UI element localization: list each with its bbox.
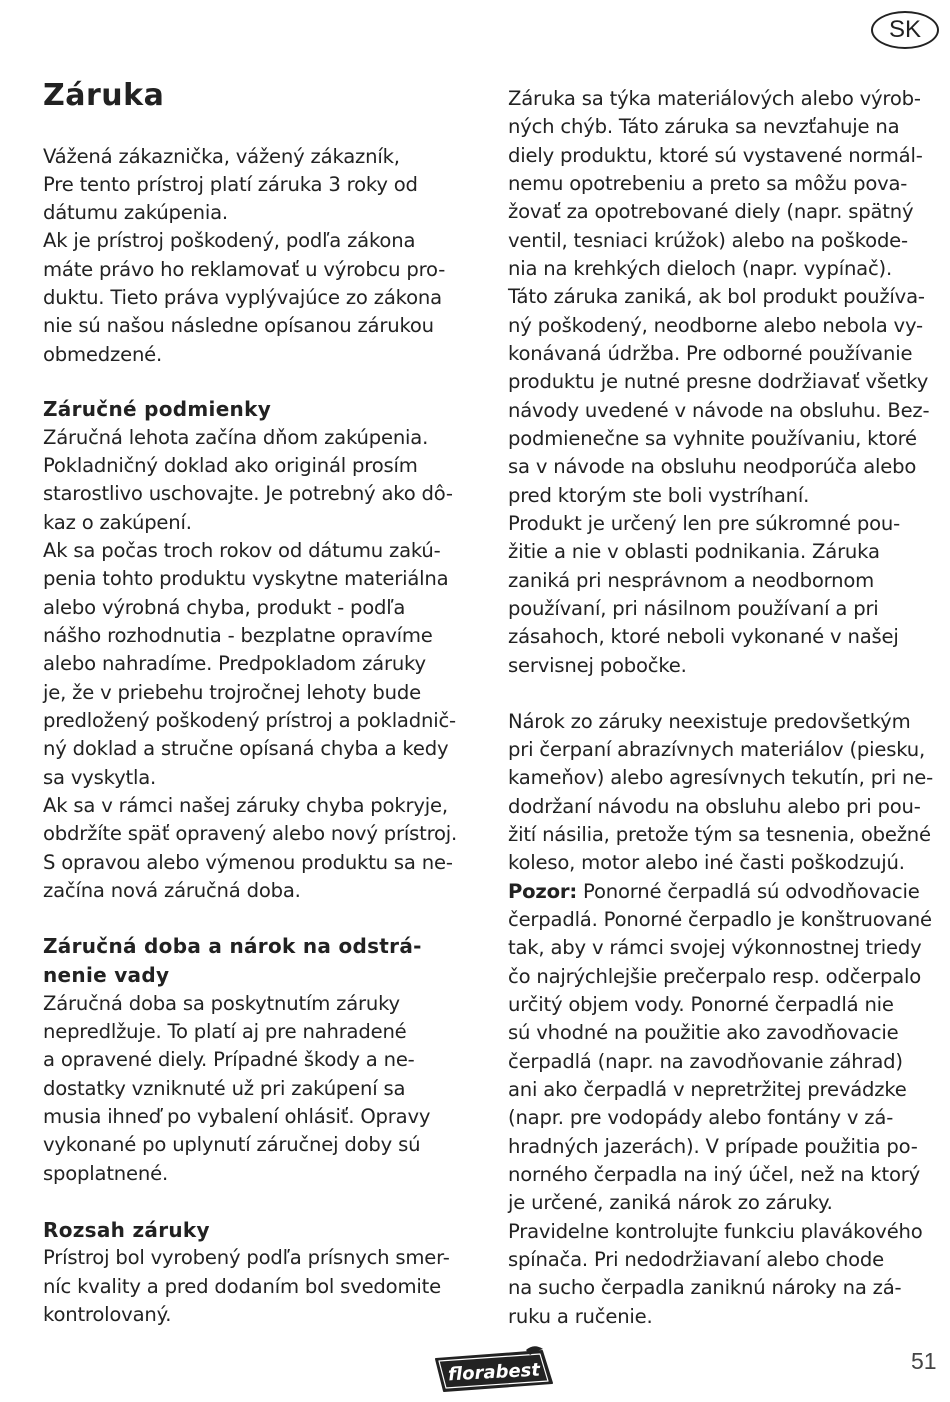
text-line: Záručná lehota začína dňom zakúpenia. [43,426,429,449]
florabest-logo [430,1345,556,1395]
text-line: žitie a nie v oblasti podnikania. Záruka [508,540,880,563]
text-line: tak, aby v rámci svojej výkonnostnej triedy [508,936,922,959]
text-line: pred ktorým ste boli vystríhaní. [508,484,810,507]
text-line: ný poškodený, neodborne alebo nebola vy- [508,314,923,337]
text-line: konávaná údržba. Pre odborné používanie [508,342,913,365]
text-line: koleso, motor alebo iné časti poškodzujú. [508,851,905,874]
text-line: penia tohto produktu vyskytne materiálna [43,567,449,590]
text-line: kaz o zakúpení. [43,511,192,534]
text-line: níc kvality a pred dodaním bol svedomite [43,1275,441,1298]
text-line: návody uvedené v návode na obsluhu. Bez- [508,399,930,422]
text-line: ani ako čerpadlá v nepretržitej prevádzke [508,1078,907,1101]
text-line: dodržaní návodu na obsluhu alebo pri pou- [508,795,921,818]
text-line: musia ihneď po vybalení ohlásiť. Opravy [43,1105,431,1128]
text-line: čerpadlá (napr. na zavodňovanie záhrad) [508,1050,903,1073]
text-line: servisnej pobočke. [508,654,687,677]
text-line: norného čerpadla na iný účel, než na ktorý [508,1163,921,1186]
text-line: spoplatnené. [43,1162,168,1185]
logo-text: florabest [447,1359,541,1386]
page-title: Záruka [43,78,165,113]
text-line: je určené, zaniká nárok zo záruky. [508,1191,833,1214]
text-line: predložený poškodený prístroj a pokladnič- [43,709,456,732]
section-heading: Rozsah záruky [43,1218,210,1242]
text-line: máte právo ho reklamovať u výrobcu pro- [43,258,446,281]
text-line: sa v návode na obsluhu neodporúča alebo [508,455,917,478]
text-line: duktu. Tieto práva vyplývajúce zo zákona [43,286,442,309]
language-badge: SK [871,11,939,49]
text-line: dátumu zakúpenia. [43,201,228,224]
text-line: Záručná doba sa poskytnutím záruky [43,992,400,1015]
text-line: ných chýb. Táto záruka sa nevzťahuje na [508,115,900,138]
text-line: alebo nahradíme. Predpokladom záruky [43,652,426,675]
text-line: Prístroj bol vyrobený podľa prísnych smer- [43,1246,450,1269]
text-line: produktu je nutné presne dodržiavať všetky [508,370,929,393]
text-line: sa vyskytla. [43,766,157,789]
text-line: nia na krehkých dieloch (napr. vypínač). [508,257,893,280]
text-line: a opravené diely. Prípadné škody a ne- [43,1048,415,1071]
text-line [508,878,920,906]
text-line: Táto záruka zaniká, ak bol produkt používa- [508,285,925,308]
text-line: na sucho čerpadla zaniknú nároky na zá- [508,1276,902,1299]
text-line: Nárok zo záruky neexistuje predovšetkým [508,710,911,733]
text-line: nepredlžuje. To platí aj pre nahradené [43,1020,407,1043]
text-line: alebo výrobná chyba, produkt - podľa [43,596,406,619]
text-line: Záruka sa týka materiálových alebo výrob- [508,87,921,110]
text-line: spínača. Pri nedodržiavaní alebo chode [508,1248,884,1271]
text-line: nie sú našou následne opísanou zárukou [43,314,434,337]
text-line: ventil, tesniaci krúžok) alebo na poškode- [508,229,908,252]
text-line: je, že v priebehu trojročnej lehoty bude [43,681,421,704]
text-line: žití násilia, pretože tým sa tesnenia, obežné [508,823,931,846]
text-line: pri čerpaní abrazívnych materiálov (piesku, [508,738,926,761]
text-line: (napr. pre vodopády alebo fontány v zá- [508,1106,894,1129]
bold-prefix: Pozor: [508,880,577,903]
text-line: sú vhodné na použitie ako zavodňovacie [508,1021,899,1044]
section-heading: nenie vady [43,963,170,987]
text-line: Vážená zákaznička, vážený zákazník, [43,145,400,168]
text-line: kontrolovaný. [43,1303,172,1326]
text-line: starostlivo uschovajte. Je potrebný ako dô- [43,482,453,505]
text-line: obmedzené. [43,343,163,366]
page-number: 51 [911,1348,937,1374]
section-heading: Záručné podmienky [43,397,272,421]
text-line: žovať za opotrebované diely (napr. spätný [508,200,914,223]
section-heading: Záručná doba a nárok na odstrá- [43,934,422,958]
text-line: určitý objem vody. Ponorné čerpadlá nie [508,993,894,1016]
text-line: Ak je prístroj poškodený, podľa zákona [43,229,416,252]
text-line: nášho rozhodnutia - bezplatne opravíme [43,624,433,647]
text-line: Ak sa v rámci našej záruky chyba pokryje, [43,794,448,817]
text-line: Ak sa počas troch rokov od dátumu zakú- [43,539,441,562]
text-line: ruku a ručenie. [508,1305,653,1328]
text-line: čerpadlá. Ponorné čerpadlo je konštruované [508,908,932,931]
text-line: Pre tento prístroj platí záruka 3 roky od [43,173,418,196]
text-line: nemu opotrebeniu a preto sa môžu pova- [508,172,908,195]
text-line: vykonané po uplynutí záručnej doby sú [43,1133,421,1156]
text-line: obdržíte späť opravený alebo nový prístroj. [43,822,458,845]
text-line: Pokladničný doklad ako originál prosím [43,454,418,477]
text-line: začína nová záručná doba. [43,879,301,902]
text-line: ný doklad a stručne opísaná chyba a kedy [43,737,449,760]
text-line: diely produktu, ktoré sú vystavené normál- [508,144,923,167]
text-line: zásahoch, ktoré neboli vykonané v našej [508,625,899,648]
text-line: kameňov) alebo agresívnych tekutín, pri ne- [508,766,933,789]
text-line: zaniká pri nesprávnom a neodbornom [508,569,875,592]
text-line: S opravou alebo výmenou produktu sa ne- [43,851,453,874]
text-line: Produkt je určený len pre súkromné pou- [508,512,901,535]
text-line: používaní, pri násilnom používaní a pri [508,597,879,620]
text-line: hradných jazerách). V prípade použitia po- [508,1135,918,1158]
text-line: Pravidelne kontrolujte funkciu plavákového [508,1220,923,1243]
text-line: čo najrýchlejšie prečerpalo resp. odčerpalo [508,965,922,988]
text-line: podmienečne sa vyhnite používaniu, ktoré [508,427,917,450]
text-line: dostatky vzniknuté už pri zakúpení sa [43,1077,406,1100]
text-segment: Ponorné čerpadlá sú odvodňovacie [583,880,920,903]
